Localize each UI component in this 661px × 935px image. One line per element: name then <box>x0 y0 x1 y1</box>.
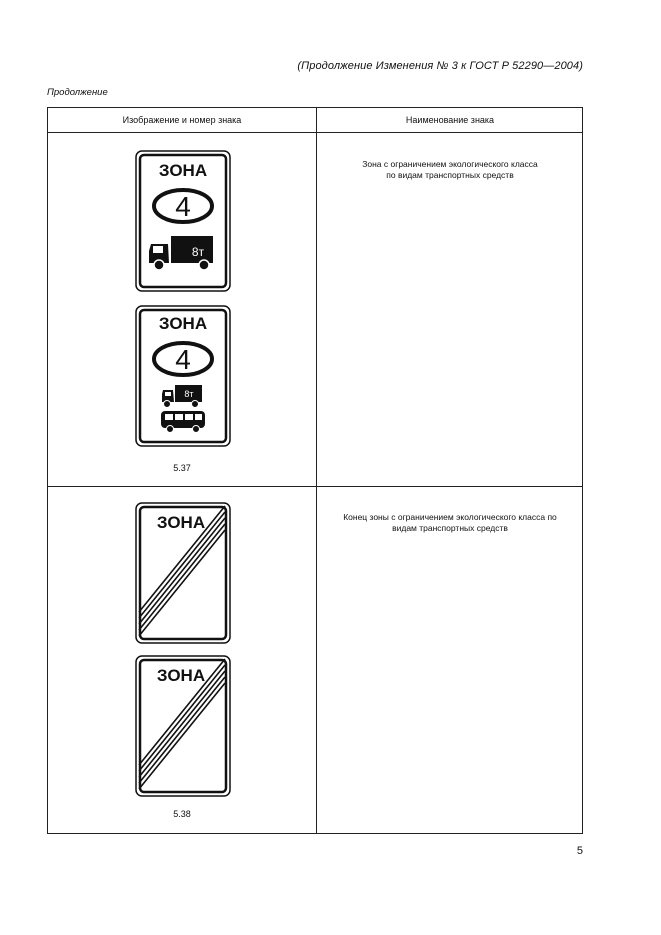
zone-word: ЗОНА <box>156 666 206 685</box>
header-row-divider <box>48 132 582 133</box>
eco-class-number: 4 <box>175 191 191 222</box>
sign-name-line: видам транспортных средств <box>392 523 508 533</box>
continuation-header: (Продолжение Изменения № 3 к ГОСТ Р 52290—2004) <box>297 60 583 72</box>
sign-name-5-38 <box>317 512 583 534</box>
sign-name-line: Конец зоны с ограничением экологического класса по <box>343 512 557 522</box>
zone-word: ЗОНА <box>156 513 206 532</box>
eco-class-number: 4 <box>175 344 191 375</box>
zone-word: ЗОНА <box>158 161 208 180</box>
weight-label: 8т <box>184 389 194 399</box>
column-divider <box>316 108 317 833</box>
zone-word: ЗОНА <box>158 314 208 333</box>
sign-name-line: Зона с ограничением экологического класса <box>362 159 538 169</box>
eco-zone-end-sign <box>135 502 231 644</box>
eco-zone-sign-truck-bus <box>135 305 231 447</box>
eco-zone-sign-truck <box>135 150 231 292</box>
sign-number-5-37: 5.37 <box>173 463 191 473</box>
row-divider <box>48 486 582 487</box>
weight-label: 8т <box>191 245 205 259</box>
continuation-subheading: Продолжение <box>47 87 108 98</box>
sign-name-line: по видам транспортных средств <box>386 170 514 180</box>
sign-name-5-37 <box>317 159 583 181</box>
signs-table <box>47 107 583 834</box>
column-header-name: Наименование знака <box>405 115 495 125</box>
column-header-image: Изображение и номер знака <box>122 115 242 125</box>
sign-number-5-38: 5.38 <box>173 809 191 819</box>
page-number: 5 <box>576 845 583 857</box>
eco-zone-end-sign <box>135 655 231 797</box>
